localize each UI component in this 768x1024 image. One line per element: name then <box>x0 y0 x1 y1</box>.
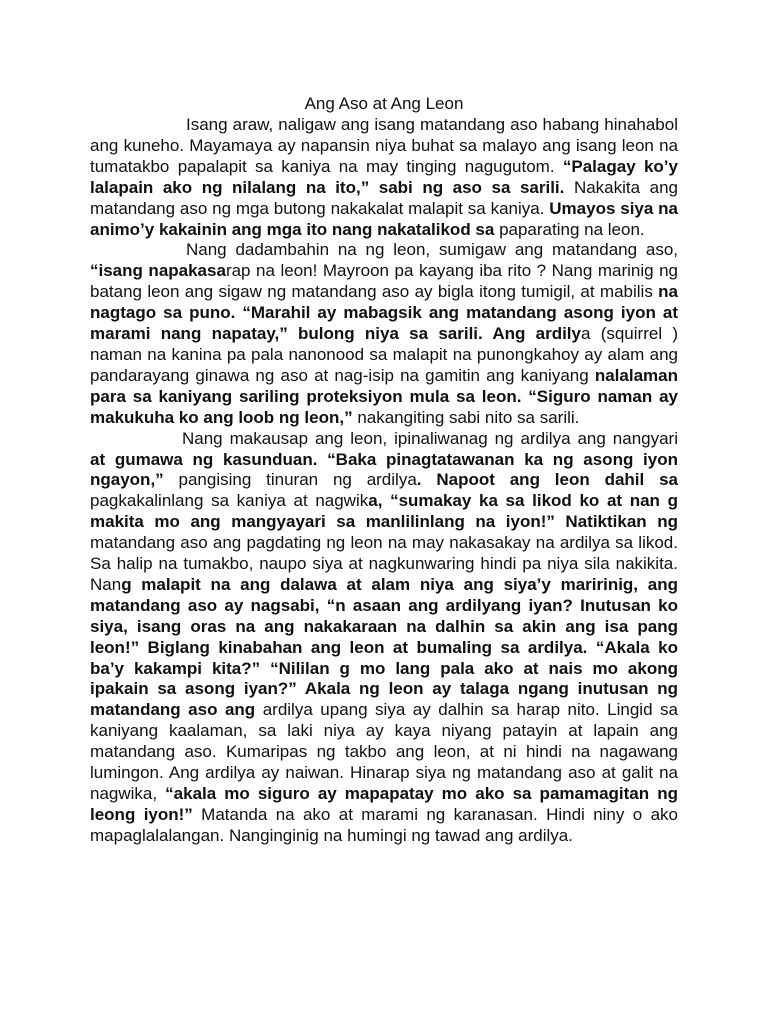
paragraph-2 <box>90 240 678 428</box>
text-run: Matanda na ako at marami ng karanasan. Hindi niny o ako mapaglalalangan. Nanginginig na humingi ng tawad ang ardilya. <box>90 804 678 845</box>
text-run: Umayos siya na animo’y kakainin ang mga ito nang nakatalikod sa <box>90 198 678 239</box>
paragraph-1 <box>90 115 678 240</box>
text-run: “isang napakasa <box>90 261 226 281</box>
text-run: rap na leon! Mayroon pa kayang iba rito ? Nang marinig ng batang leon ang sigaw ng matandang aso ay bigla itong tumigil, at mabilis <box>90 261 679 302</box>
text-run: “Palagay ko’y lalapain ako ng nilalang na ito,” sabi ng aso sa sarili. <box>90 156 678 197</box>
text-run: “akala mo siguro ay mapapatay mo ako sa pamamagitan ng leong iyon!” <box>90 784 678 824</box>
story-body <box>90 115 678 847</box>
text-run: Nang makausap ang leon, ipinaliwanag ng ardilya ang nangyari <box>182 428 678 448</box>
text-run: g malapit na ang dalawa at alam niya ang siya’y maririnig, ang matandang aso ay nagsabi, “n asaan ang ardilyang iyan? Inutusan ko siya, isang oras na ang nakakaraan na dalhin sa akin ang isa pang leon!” Biglang kinabahan ang leon at bumaling sa ardilya. “Akala ko ba’y kakampi kita?” “Nililan g mo lang pala ako at nais mo akong ipakain sa asong iyan?” Akala ng leon ay talaga ngang inutusan ng matandang aso ang <box>90 574 678 720</box>
text-run: paparating na leon. <box>494 219 645 239</box>
text-run: na nagtago sa puno. “Marahil ay mabagsik ang matandang asong iyon at marami nang napatay,” bulong niya sa sarili. Ang ardily <box>90 282 678 344</box>
document-title: Ang Aso at Ang Leon <box>304 94 464 113</box>
text-run: a, “sumakay ka sa likod ko at nan g makita mo ang mangyayari sa manlilinlang na iyon!” Natiktikan ng <box>90 491 678 532</box>
text-run: at gumawa ng kasunduan. “Baka pinagtatawanan ka ng asong iyon ngayon,” <box>90 449 678 490</box>
text-run: ardilya upang siya ay dalhin sa harap nito. Lingid sa kaniyang kaalaman, sa laki niya ay kaya niyang patayin at lapain ang matandang aso. Kumaripas ng takbo ang leon, at ni hindi na nagawang lumingon. Ang ardilya ay naiwan. Hinarap siya ng matandang aso at galit na nagwika, <box>90 700 678 803</box>
text-run: . Napoot ang leon dahil sa <box>416 470 678 490</box>
paragraph-3 <box>90 429 678 847</box>
text-run: pagkakalinlang sa kaniya at nagwik <box>90 491 369 511</box>
text-run: a (squirrel ) naman na kanina pa pala nanonood sa malapit na punongkahoy ay alam ang pandarayang ginawa ng aso at nag-isip na gamitin ang kaniyang <box>90 324 679 385</box>
text-run: nalalaman para sa kaniyang sariling proteksiyon mula sa leon. “Siguro naman ay makukuha ko ang loob ng leon,” <box>90 365 678 427</box>
text-run: nakangiting sabi nito sa sarili. <box>352 407 580 427</box>
text-run: Nakakita ang matandang aso ng mga butong nakakalat malapit sa kaniya. <box>90 177 679 218</box>
text-run: Isang araw, naligaw ang isang matandang aso habang hinahabol ang kuneho. Mayamaya ay napansin niya buhat sa malayo ang isang leon na tumatakbo papalapit sa kaniya na may tinging nagugutom. <box>90 115 678 176</box>
text-run: Nang dadambahin na ng leon, sumigaw ang matandang aso, <box>186 240 678 260</box>
text-run: matandang aso ang pagdating ng leon na may nakasakay na ardilya sa likod. Sa halip na tumakbo, naupo siya at nagkunwaring hindi pa niya sila nakikita. Nan <box>90 533 678 594</box>
text-run: pangising tinuran ng ardilya <box>163 470 417 490</box>
